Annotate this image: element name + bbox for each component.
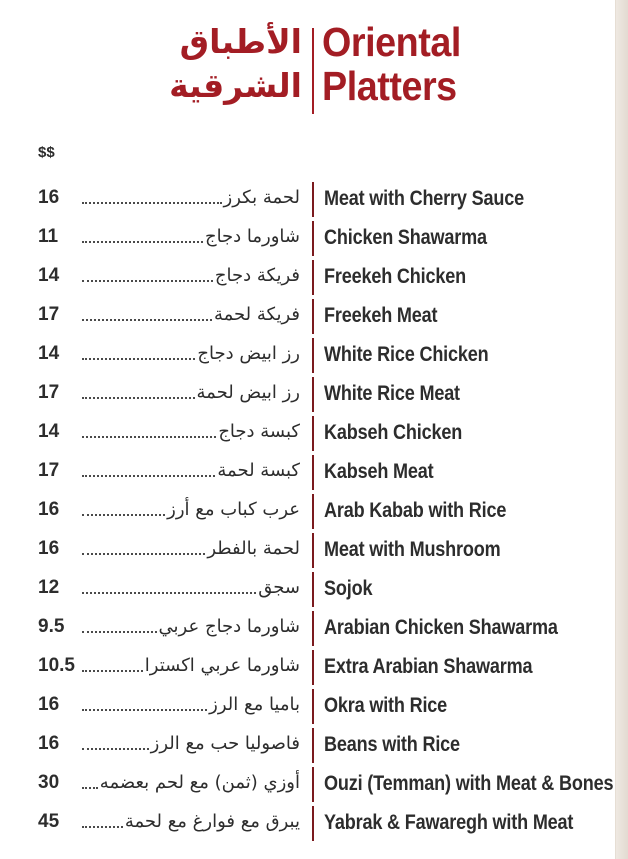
item-arabic-name-group — [82, 693, 300, 717]
menu-item-row — [0, 414, 616, 453]
item-arabic-name-group — [82, 732, 300, 756]
item-arabic-name-group — [82, 615, 300, 639]
menu-item-row — [0, 297, 616, 336]
item-arabic-name-group — [82, 771, 300, 795]
column-divider — [312, 572, 314, 607]
menu-item-row — [0, 765, 616, 804]
item-arabic-name: شاورما عربي اكسترا — [144, 655, 300, 676]
item-price: 14 — [38, 343, 60, 364]
item-arabic-name-group — [82, 498, 300, 522]
item-arabic-name: فريكة دجاج — [214, 265, 300, 286]
item-arabic-name: شاورما دجاج — [204, 226, 300, 247]
item-english-name: Freekeh Meat — [324, 304, 438, 327]
menu-item-row — [0, 219, 616, 258]
column-divider — [312, 650, 314, 685]
item-price: 16 — [38, 499, 60, 520]
dotted-leader — [82, 436, 216, 438]
item-arabic-name: عرب كباب مع أرز — [167, 499, 300, 520]
column-divider — [312, 689, 314, 724]
item-english-name: Arabian Chicken Shawarma — [324, 616, 558, 639]
column-divider — [312, 455, 314, 490]
item-arabic-name-group — [82, 810, 300, 834]
item-arabic-name: رز ابيض لحمة — [196, 382, 300, 403]
item-arabic-name-group — [82, 576, 300, 600]
item-arabic-name: شاورما دجاج عربي — [158, 616, 300, 637]
dotted-leader — [82, 631, 157, 633]
menu-item-row — [0, 375, 616, 414]
item-english-name: Yabrak & Fawaregh with Meat — [324, 811, 574, 834]
item-english-name: Chicken Shawarma — [324, 226, 487, 249]
item-price: 11 — [38, 226, 59, 247]
menu-item-row — [0, 336, 616, 375]
title-arabic — [150, 20, 302, 108]
dotted-leader — [82, 319, 212, 321]
column-divider — [312, 182, 314, 217]
item-arabic-name: فاصوليا حب مع الرز — [150, 733, 300, 754]
dotted-leader — [82, 553, 205, 555]
item-english-name: Kabseh Chicken — [324, 421, 463, 444]
column-divider — [312, 767, 314, 802]
dotted-leader — [82, 748, 149, 750]
item-price: 14 — [38, 421, 60, 442]
title-english — [322, 20, 461, 108]
item-price: 14 — [38, 265, 60, 286]
item-english-name: Beans with Rice — [324, 733, 460, 756]
item-price: 17 — [38, 382, 60, 403]
item-price: 17 — [38, 460, 60, 481]
item-arabic-name-group — [82, 342, 300, 366]
menu-item-row — [0, 258, 616, 297]
item-english-name: Meat with Mushroom — [324, 538, 501, 561]
dotted-leader — [82, 670, 143, 672]
title-english-line2: Platters — [322, 63, 457, 109]
dotted-leader — [82, 358, 195, 360]
menu-item-row — [0, 609, 616, 648]
item-english-name: Arab Kabab with Rice — [324, 499, 507, 522]
item-price: 16 — [38, 694, 60, 715]
item-arabic-name-group — [82, 225, 300, 249]
item-arabic-name-group — [82, 654, 300, 678]
dotted-leader — [82, 202, 222, 204]
title-arabic-line2: الشرقية — [169, 66, 302, 105]
item-arabic-name: كبسة لحمة — [217, 460, 300, 481]
title-english-line1: Oriental — [322, 19, 461, 65]
menu-item-row — [0, 180, 616, 219]
item-arabic-name: كبسة دجاج — [218, 421, 300, 442]
item-english-name: White Rice Meat — [324, 382, 460, 405]
item-arabic-name: رز ابيض دجاج — [197, 343, 300, 364]
item-english-name: Freekeh Chicken — [324, 265, 466, 288]
item-arabic-name: يبرق مع فوارغ مع لحمة — [124, 811, 300, 832]
item-english-name: White Rice Chicken — [324, 343, 489, 366]
dotted-leader — [82, 397, 195, 399]
column-divider — [312, 416, 314, 451]
dotted-leader — [82, 592, 256, 594]
title-divider — [312, 28, 314, 114]
item-english-name: Ouzi (Temman) with Meat & Bones — [324, 772, 614, 795]
menu-item-row — [0, 492, 616, 531]
item-price: 30 — [38, 772, 60, 793]
item-english-name: Meat with Cherry Sauce — [324, 187, 524, 210]
item-arabic-name: فريكة لحمة — [213, 304, 300, 325]
dotted-leader — [82, 514, 165, 516]
column-divider — [312, 260, 314, 295]
item-arabic-name-group — [82, 537, 300, 561]
item-english-name: Sojok — [324, 577, 373, 600]
item-arabic-name: لحمة بكرز — [223, 187, 300, 208]
column-divider — [312, 494, 314, 529]
item-price: 12 — [38, 577, 60, 598]
dotted-leader — [82, 826, 123, 828]
item-arabic-name: أوزي (ثمن) مع لحم بعضمه — [99, 772, 300, 793]
item-arabic-name-group — [82, 381, 300, 405]
item-english-name: Okra with Rice — [324, 694, 448, 717]
dotted-leader — [82, 475, 215, 477]
item-price: 9.5 — [38, 616, 65, 637]
item-arabic-name-group — [82, 459, 300, 483]
column-divider — [312, 611, 314, 646]
column-divider — [312, 221, 314, 256]
menu-item-row — [0, 687, 616, 726]
menu-item-row — [0, 648, 616, 687]
item-price: 17 — [38, 304, 60, 325]
column-divider — [312, 377, 314, 412]
dotted-leader — [82, 280, 213, 282]
item-arabic-name: سجق — [258, 577, 300, 598]
menu-item-row — [0, 531, 616, 570]
item-price: 16 — [38, 733, 60, 754]
menu-item-row — [0, 804, 616, 843]
column-divider — [312, 728, 314, 763]
page-edge — [615, 0, 628, 859]
item-english-name: Extra Arabian Shawarma — [324, 655, 533, 678]
item-arabic-name-group — [82, 420, 300, 444]
title-arabic-line1: الأطباق — [179, 22, 302, 61]
column-divider — [312, 533, 314, 568]
menu-item-row — [0, 726, 616, 765]
item-arabic-name-group — [82, 264, 300, 288]
item-english-name: Kabseh Meat — [324, 460, 434, 483]
item-price: 16 — [38, 538, 60, 559]
item-arabic-name-group — [82, 186, 300, 210]
dotted-leader — [82, 787, 98, 789]
dotted-leader — [82, 709, 207, 711]
dotted-leader — [82, 241, 203, 243]
item-arabic-name: باميا مع الرز — [209, 694, 300, 715]
column-divider — [312, 338, 314, 373]
item-price: 45 — [38, 811, 60, 832]
column-divider — [312, 299, 314, 334]
item-price: 16 — [38, 187, 60, 208]
item-arabic-name-group — [82, 303, 300, 327]
currency-label: $$ — [38, 144, 55, 161]
menu-item-row — [0, 453, 616, 492]
item-arabic-name: لحمة بالفطر — [207, 538, 300, 559]
item-price: 10.5 — [38, 655, 75, 676]
menu-item-row — [0, 570, 616, 609]
column-divider — [312, 806, 314, 841]
